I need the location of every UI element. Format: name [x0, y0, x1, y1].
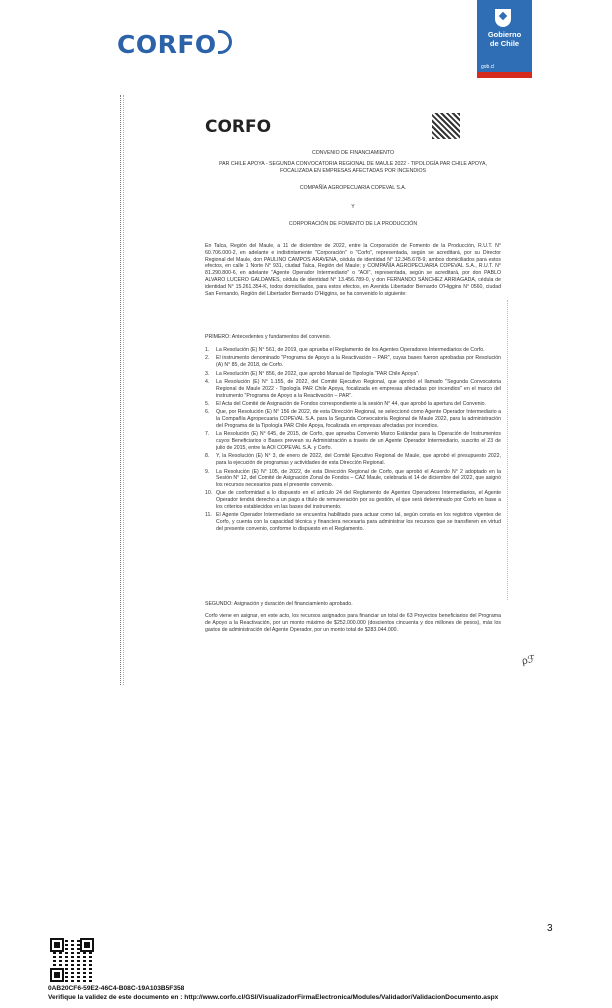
company-name: COMPAÑÍA AGROPECUARIA COPEVAL S.A.: [299, 185, 407, 191]
list-item: 5. El Acta del Comité de Asignación de Fondos correspondiente a la sesión N° 44, que aprobó la apertura del Convenio.: [205, 400, 486, 407]
list-item: 8. Y, la Resolución (E) N° 3, de enero de 2022, del Comité Ejecutivo Regional de Maule, que aprobó el presupuesto 2022, para la ejecución de programas y actividades de esta Dirección Regional.: [205, 453, 501, 467]
list-item: 10. Que de conformidad a lo dispuesto en el artículo 24 del Reglamento de Agentes Operadores Intermediarios, el Agente Operador tendrá derecho a un pago a título de remuneración por su gestión, el que será determinado por Corfo en base a los criterios establecidos en las bases del instrumento.: [205, 490, 501, 511]
verification-link[interactable]: Verifique la validez de este documento en : http://www.corfo.cl/GSI/VisualizadorFirmaElectronica/Modules/Validador/ValidacionDocumento.aspx: [48, 994, 499, 1001]
corporacion-name: CORPORACIÓN DE FOMENTO DE LA PRODUCCIÓN: [288, 221, 418, 227]
list-item: 11. El Agente Operador Intermediario se encuentra habilitado para actuar como tal, según consta en los registros vigentes de Corfo, y cuenta con la capacidad técnica y financiera necesaria para administrar los recursos que se transfieren en virtud del presente convenio, conforme lo dispuesto en el Reglamento.: [205, 512, 501, 533]
antecedentes-list: [205, 347, 501, 534]
scan-corfo-logo: CORFO: [205, 117, 272, 137]
gob-line1: Gobierno: [487, 30, 522, 39]
section-primero: PRIMERO: Antecedentes y fundamentos del convenio.: [205, 334, 332, 340]
document-id: 0AB20CF6-59E2-46C4-B08C-19A103B5F358: [48, 985, 185, 992]
chile-shield-icon: [495, 9, 511, 27]
program-title: PAR CHILE APOYA - SEGUNDA CONVOCATORIA REGIONAL DE MAULE 2022 - TIPOLOGÍA PAR CHILE APOYA, FOCALIZADA EN EMPRESAS AFECTADAS POR INCENDIOS: [219, 161, 487, 174]
signature-initials: ρℱ: [521, 653, 537, 668]
intro-paragraph: En Talca, Región del Maule, a 11 de diciembre de 2022, entre la Corporación de Fomento de la Producción, R.U.T. N° 60.706.000-2, en adelante e indistintamente "Corporación" o "Corfo", representada, según se acreditará, por su Director Regional del Maule, don PAULINO CAMPOS ARAVENA, cédula de identidad N° 12.345.678-9, ambos domiciliados para estos efectos, en calle 1 Norte N° 931, ciudad Talca, Región del Maule; y COMPAÑÍA AGROPECUARIA COPEVAL S.A., R.U.T. N° 81.290.800-6, en adelante "Agente Operador Intermediario" o "AOI", representada, según se acreditará, por don PABLO ALVARO LUCERO GALDAMES, cédula de identidad N° 13.456.789-0, y don FERNANDO SÁNCHEZ ARRIAGADA, cédula de identidad N° 15.261.354-K, todos domiciliados, para estos efectos, en Avenida Libertador Bernardo O'Higgins N° 0560, ciudad San Fernando, Región del Libertador Bernardo O'Higgins, se ha convenido lo siguiente:: [205, 243, 501, 297]
scan-margin-line-2: [123, 95, 124, 685]
segundo-paragraph: Corfo viene en asignar, en este acto, los recursos asignados para financiar un total de 63 Proyectos beneficiarios del Programa de Apoyo a la Reactivación, por un monto máximo de $252.000.000 (doscientos cincuenta y dos millones de pesos), más los gastos de administración del Agente Operador, por un monto total de $283.044.000.: [205, 613, 501, 633]
list-item: 7. La Resolución (E) N° 645, de 2015, de Corfo, que aprueba Convenio Marco Estándar para la Operación de Instrumentos cuyos Beneficiarios o Bases prevean su Administración a través de un Agente Operador Intermediario, suscrito el 23 de julio de 2015, entre la AOI COPEVAL S.A. y Corfo.: [205, 431, 501, 451]
gobierno-de-chile-logo: [477, 0, 532, 78]
conjunction: Y: [351, 204, 355, 210]
gob-red-stripe: [477, 72, 532, 78]
page-number: 3: [547, 923, 553, 934]
list-item: 3. La Resolución (E) N° 856, de 2022, que aprobó Manual de Tipología "PAR Chile Apoya".: [205, 370, 420, 377]
convenio-title: CONVENIO DE FINANCIAMIENTO: [311, 150, 395, 156]
section-segundo: SEGUNDO: Asignación y duración del financiamiento aprobado.: [205, 601, 353, 607]
list-item: 6. Que, por Resolución (E) N° 156 de 2022, de esta Dirección Regional, se seleccionó como Agente Operador Intermediario a la Compañía Agropecuaria COPEVAL S.A. para la Segunda Convocatoria Regional de Maule 2022, para la administración del Programa de la Tipología PAR Chile Apoya, focalizada en empresas afectadas por incendios.: [205, 409, 501, 429]
scan-stamp-icon: [432, 113, 460, 139]
list-item: 9. La Resolución (E) N° 105, de 2022, de esta Dirección Regional de Corfo, que aprobó el Acuerdo N° 2 adoptado en la Sesión N° 12, del Comité de Asignación Zonal de Fondos – CAZ Maule, celebrada el 14 de diciembre del 2022, que asignó los recursos necesarios para el presente convenio.: [205, 468, 501, 489]
corfo-logo: CORFO: [117, 30, 232, 59]
list-item: 1. La Resolución (E) N° 561, de 2019, que aprueba el Reglamento de los Agentes Operadores Intermediarios de Corfo.: [205, 347, 485, 353]
scan-right-line: [507, 300, 508, 600]
list-item: 4. La Resolución (E) N° 1.155, de 2022, del Comité Ejecutivo Regional, que aprobó el llamado "Segunda Convocatoria Regional de Maule 2022 - Tipología PAR Chile Apoya, focalizada en empresas afectadas por incendios" en el marco del instrumento "Programa de Apoyo a la Reactivación – PAR".: [205, 378, 501, 399]
verification-qr-code: [50, 938, 94, 982]
corfo-swoosh-icon: [218, 30, 232, 54]
gob-line2: de Chile: [489, 39, 520, 48]
list-item: 2. El instrumento denominado "Programa de Apoyo a la Reactivación – PAR", cuyas bases fueron aprobadas por Resolución (A) N° 85, de 2018, de Corfo.: [205, 355, 501, 369]
scan-margin-line: [120, 95, 121, 685]
gob-small: gob.cl: [481, 64, 495, 70]
